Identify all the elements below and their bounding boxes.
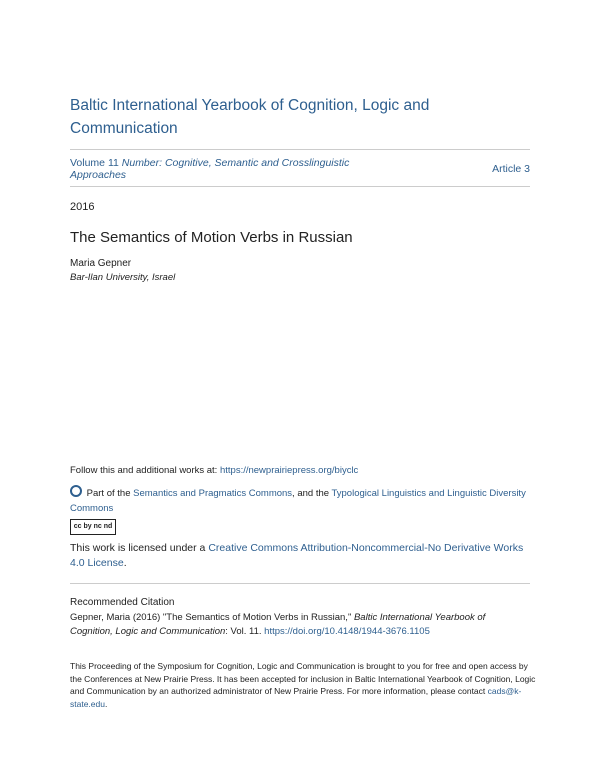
- semantics-commons-link[interactable]: Semantics and Pragmatics Commons: [133, 488, 293, 499]
- citation-doi-link[interactable]: https://doi.org/10.4148/1944-3676.1105: [264, 626, 430, 637]
- paper-title: The Semantics of Motion Verbs in Russian: [70, 229, 353, 246]
- citation-prefix: Gepner, Maria (2016) "The Semantics of Motion Verbs in Russian,": [70, 612, 354, 623]
- divider-bottom: [70, 583, 530, 584]
- footer-text: This Proceeding of the Symposium for Cognition, Logic and Communication is brought to you for free and open access by the Conferences at New Prairie Press. It has been accepted for inclusion in Baltic International Yearbook of Cognition, Logic and Communication by an authorized administrator of New Prairie Press. For more information, please contact: [70, 661, 536, 696]
- commons-icon: [70, 485, 82, 497]
- license-line: [70, 541, 530, 571]
- issue-name: Number: Cognitive, Semantic and Crosslinguistic Approaches: [70, 157, 350, 181]
- author-affiliation: Bar-Ilan University, Israel: [70, 272, 176, 283]
- article-number[interactable]: Article 3: [492, 163, 530, 175]
- follow-line: [70, 465, 358, 476]
- typological-commons-link[interactable]: Typological Linguistics and Linguistic Diversity Commons: [70, 488, 526, 514]
- follow-link[interactable]: https://newprairiepress.org/biyclc: [219, 465, 359, 476]
- partof-prefix: Part of the: [86, 488, 134, 499]
- footer-notice: [70, 660, 540, 710]
- license-prefix: This work is licensed under a: [70, 542, 209, 554]
- recommended-citation-heading: Recommended Citation: [70, 597, 175, 608]
- volume-number: Volume 11: [70, 157, 119, 169]
- footer-end: .: [104, 698, 108, 709]
- part-of-line: [70, 485, 530, 516]
- journal-title[interactable]: Baltic International Yearbook of Cognition, Logic and Communication: [70, 97, 430, 137]
- cc-license-icon[interactable]: cc by nc nd: [70, 519, 116, 535]
- divider-mid: [70, 186, 530, 187]
- license-suffix: .: [123, 557, 127, 569]
- author-name: Maria Gepner: [70, 258, 132, 269]
- citation-volume: : Vol. 11.: [225, 626, 265, 637]
- partof-middle: , and the: [292, 488, 332, 499]
- publication-year: 2016: [70, 201, 95, 213]
- follow-prefix: Follow this and additional works at:: [70, 465, 220, 476]
- citation-journal: Baltic International Yearbook of Cognition, Logic and Communication: [70, 612, 486, 637]
- license-link[interactable]: Creative Commons Attribution-Noncommercial-No Derivative Works 4.0 License: [70, 542, 524, 569]
- divider-top: [70, 149, 530, 150]
- contact-email-link[interactable]: cads@k-state.edu: [70, 686, 522, 709]
- citation-text: [70, 611, 530, 639]
- volume-info[interactable]: [70, 157, 400, 181]
